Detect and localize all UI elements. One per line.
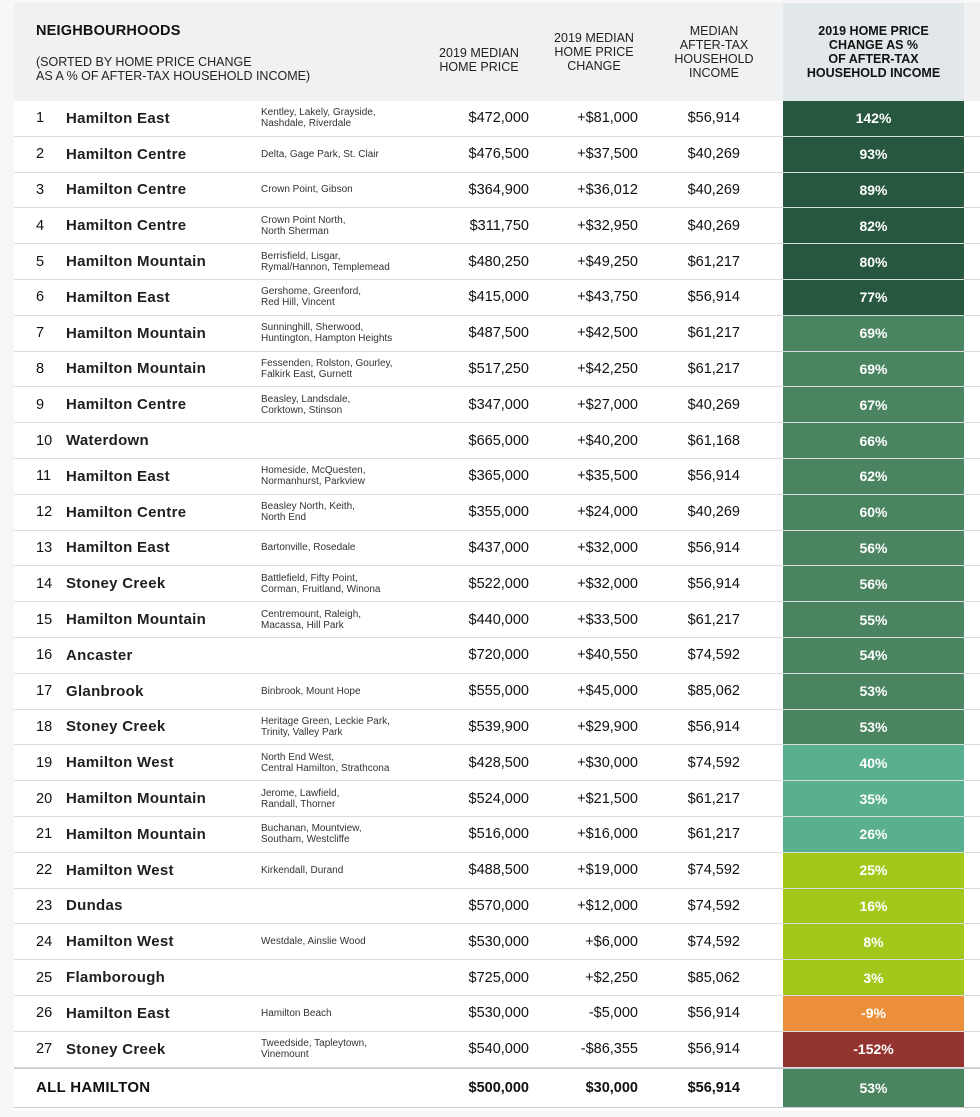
neighbourhoods-line: Westdale, Ainslie Wood — [261, 936, 366, 948]
subtitle-line: AS A % OF AFTER-TAX HOUSEHOLD INCOME) — [36, 69, 311, 83]
rank-cell: 22 — [36, 862, 53, 879]
after-tax-income-cell: $74,592 — [687, 862, 740, 879]
rank-cell: 24 — [36, 933, 53, 950]
after-tax-income-cell: $40,269 — [687, 504, 740, 521]
header-line: MEDIAN — [689, 24, 739, 38]
after-tax-income-cell: $74,592 — [687, 897, 740, 914]
area-name-cell: Hamilton Centre — [66, 181, 187, 199]
neighbourhoods-line: North End — [261, 512, 307, 524]
rank-cell: 8 — [36, 360, 45, 377]
pct-of-income-cell: 66% — [783, 423, 964, 458]
header-line: OF AFTER-TAX — [828, 52, 919, 66]
table-row — [14, 459, 980, 495]
rank-cell: 9 — [36, 396, 45, 413]
rank-cell: 1 — [36, 110, 45, 127]
home-price-change-cell: +$36,012 — [577, 181, 638, 198]
pct-of-income-cell: 93% — [783, 137, 964, 172]
rank-cell: 14 — [36, 575, 53, 592]
subtitle-line: (SORTED BY HOME PRICE CHANGE — [36, 55, 252, 69]
neighbourhoods-line: Crown Point, Gibson — [261, 184, 353, 196]
pct-of-income-cell: 55% — [783, 602, 964, 637]
neighbourhoods-line: Normanhurst, Parkview — [261, 476, 365, 488]
after-tax-income-cell: $61,217 — [687, 826, 740, 843]
rank-cell: 18 — [36, 718, 53, 735]
area-name-cell: Hamilton Mountain — [66, 253, 207, 271]
neighbourhoods-cell — [261, 674, 431, 709]
rank-cell: 19 — [36, 754, 53, 771]
neighbourhoods-line: Macassa, Hill Park — [261, 619, 344, 631]
header-line: INCOME — [689, 66, 739, 80]
area-name-cell: Hamilton West — [66, 754, 174, 772]
neighbourhoods-cell — [261, 495, 431, 530]
area-name-cell: Hamilton Mountain — [66, 324, 207, 342]
median-home-price-cell: $355,000 — [468, 504, 529, 521]
area-name-cell: Stoney Creek — [66, 718, 166, 736]
median-home-price-cell: $725,000 — [468, 969, 529, 986]
pct-of-income-cell: 80% — [783, 244, 964, 279]
header-line: AFTER-TAX — [679, 38, 749, 52]
rank-cell: 21 — [36, 826, 53, 843]
neighbourhoods-cell — [261, 745, 431, 780]
neighbourhoods-cell — [261, 387, 431, 422]
total-row — [14, 1068, 980, 1108]
column-header-home-price-change — [544, 3, 644, 101]
home-price-change-cell: +$33,500 — [577, 611, 638, 628]
neighbourhoods-line: Battlefield, Fifty Point, — [261, 572, 358, 584]
area-name-cell: Hamilton Centre — [66, 503, 187, 521]
pct-of-income-cell: 16% — [783, 889, 964, 924]
table-row — [14, 495, 980, 531]
neighbourhoods-cell — [261, 1032, 431, 1067]
after-tax-income-cell: $85,062 — [687, 969, 740, 986]
neighbourhoods-line: Beasley, Landsdale, — [261, 393, 351, 405]
rank-cell: 2 — [36, 146, 45, 163]
neighbourhoods-line: Huntington, Hampton Heights — [261, 333, 393, 345]
total-median-home-price: $500,000 — [468, 1079, 529, 1096]
table-title: NEIGHBOURHOODS — [36, 23, 181, 39]
rank-cell: 15 — [36, 611, 53, 628]
after-tax-income-cell: $56,914 — [687, 575, 740, 592]
median-home-price-cell: $347,000 — [468, 396, 529, 413]
after-tax-income-cell: $74,592 — [687, 933, 740, 950]
after-tax-income-cell: $61,168 — [687, 432, 740, 449]
header-line: HOUSEHOLD INCOME — [806, 66, 941, 80]
home-price-change-cell: +$29,900 — [577, 718, 638, 735]
area-name-cell: Flamborough — [66, 969, 166, 987]
pct-of-income-cell: 40% — [783, 745, 964, 780]
home-price-change-cell: +$27,000 — [577, 396, 638, 413]
after-tax-income-cell: $40,269 — [687, 396, 740, 413]
neighbourhoods-line: Crown Point North, — [261, 214, 346, 226]
pct-of-income-cell: 35% — [783, 781, 964, 816]
area-name-cell: Hamilton Mountain — [66, 360, 207, 378]
median-home-price-cell: $530,000 — [468, 933, 529, 950]
median-home-price-cell: $428,500 — [468, 754, 529, 771]
area-name-cell: Hamilton Centre — [66, 217, 187, 235]
area-name-cell: Stoney Creek — [66, 575, 166, 593]
home-price-change-cell: +$6,000 — [585, 933, 638, 950]
median-home-price-cell: $540,000 — [468, 1041, 529, 1058]
neighbourhoods-line: Nashdale, Riverdale — [261, 118, 352, 130]
pct-of-income-cell: 56% — [783, 531, 964, 566]
home-price-change-cell: +$19,000 — [577, 862, 638, 879]
neighbourhoods-line: Heritage Green, Leckie Park, — [261, 715, 390, 727]
pct-of-income-cell: 56% — [783, 566, 964, 601]
median-home-price-cell: $487,500 — [468, 325, 529, 342]
area-name-cell: Hamilton Centre — [66, 396, 187, 414]
neighbourhoods-line: Binbrook, Mount Hope — [261, 685, 361, 697]
header-line: HOME PRICE — [439, 60, 519, 74]
neighbourhoods-cell — [261, 101, 431, 136]
neighbourhoods-cell — [261, 638, 431, 673]
table-header — [14, 3, 980, 101]
home-price-change-cell: +$81,000 — [577, 110, 638, 127]
table-row — [14, 745, 980, 781]
rank-cell: 5 — [36, 253, 45, 270]
area-name-cell: Stoney Creek — [66, 1040, 166, 1058]
home-price-change-cell: +$40,550 — [577, 647, 638, 664]
median-home-price-cell: $365,000 — [468, 468, 529, 485]
after-tax-income-cell: $56,914 — [687, 539, 740, 556]
pct-of-income-cell: -152% — [783, 1032, 964, 1067]
median-home-price-cell: $440,000 — [468, 611, 529, 628]
area-name-cell: Hamilton Mountain — [66, 825, 207, 843]
neighbourhoods-line: Kirkendall, Durand — [261, 864, 344, 876]
area-name-cell: Hamilton Mountain — [66, 790, 207, 808]
home-price-change-cell: +$45,000 — [577, 683, 638, 700]
table-row — [14, 566, 980, 602]
column-header-price-change-pct-of-income — [783, 3, 964, 101]
neighbourhoods-line: Kentley, Lakely, Grayside, — [261, 107, 376, 119]
median-home-price-cell: $522,000 — [468, 575, 529, 592]
home-price-change-cell: -$86,355 — [580, 1041, 638, 1058]
table-row — [14, 853, 980, 889]
neighbourhoods-cell — [261, 459, 431, 494]
home-price-change-cell: +$37,500 — [577, 146, 638, 163]
rank-cell: 7 — [36, 325, 45, 342]
header-line: CHANGE AS % — [828, 38, 919, 52]
table-row — [14, 531, 980, 567]
home-price-change-cell: +$35,500 — [577, 468, 638, 485]
neighbourhoods-line: Delta, Gage Park, St. Clair — [261, 148, 379, 160]
home-price-change-cell: +$32,000 — [577, 575, 638, 592]
neighbourhoods-line: Central Hamilton, Strathcona — [261, 762, 390, 774]
after-tax-income-cell: $61,217 — [687, 253, 740, 270]
pct-of-income-cell: 53% — [783, 710, 964, 745]
neighbourhoods-line: Randall, Thorner — [261, 798, 336, 810]
rank-cell: 11 — [36, 468, 52, 485]
rank-cell: 4 — [36, 217, 45, 234]
pct-of-income-cell: 69% — [783, 316, 964, 351]
neighbourhoods-cell — [261, 853, 431, 888]
table-row — [14, 638, 980, 674]
median-home-price-cell: $530,000 — [468, 1005, 529, 1022]
area-name-cell: Ancaster — [66, 646, 133, 664]
column-header-median-home-price — [429, 3, 529, 101]
neighbourhoods-cell — [261, 208, 431, 243]
neighbourhoods-line: Buchanan, Mountview, — [261, 823, 362, 835]
area-name-cell: Hamilton Mountain — [66, 611, 207, 629]
table-row — [14, 173, 980, 209]
pct-of-income-cell: 89% — [783, 173, 964, 208]
neighbourhoods-cell — [261, 602, 431, 637]
neighbourhoods-line: Centremount, Raleigh, — [261, 608, 362, 620]
total-label: ALL HAMILTON — [36, 1079, 151, 1097]
home-price-change-cell: +$42,250 — [577, 360, 638, 377]
pct-of-income-cell: 69% — [783, 352, 964, 387]
pct-of-income-cell: 62% — [783, 459, 964, 494]
home-price-change-cell: +$32,950 — [577, 217, 638, 234]
neighbourhoods-line: North End West, — [261, 751, 335, 763]
neighbourhoods-line: Corktown, Stinson — [261, 404, 343, 416]
area-name-cell: Hamilton East — [66, 288, 170, 306]
table-row — [14, 602, 980, 638]
neighbourhoods-cell — [261, 710, 431, 745]
area-name-cell: Glanbrook — [66, 682, 144, 700]
area-name-cell: Hamilton West — [66, 861, 174, 879]
after-tax-income-cell: $61,217 — [687, 611, 740, 628]
after-tax-income-cell: $61,217 — [687, 360, 740, 377]
neighbourhoods-line: Sunninghill, Sherwood, — [261, 322, 364, 334]
median-home-price-cell: $570,000 — [468, 897, 529, 914]
table-row — [14, 889, 980, 925]
rank-cell: 23 — [36, 897, 53, 914]
home-price-change-cell: +$32,000 — [577, 539, 638, 556]
neighbourhoods-line: Rymal/Hannon, Templemead — [261, 261, 390, 273]
table-row — [14, 387, 980, 423]
after-tax-income-cell: $40,269 — [687, 181, 740, 198]
neighbourhoods-line: Red Hill, Vincent — [261, 297, 335, 309]
pct-of-income-cell: 142% — [783, 101, 964, 136]
median-home-price-cell: $472,000 — [468, 110, 529, 127]
table-row — [14, 316, 980, 352]
neighbourhoods-line: Berrisfield, Lisgar, — [261, 250, 341, 262]
rank-cell: 26 — [36, 1005, 53, 1022]
column-header-after-tax-income — [659, 3, 769, 101]
after-tax-income-cell: $56,914 — [687, 468, 740, 485]
neighbourhoods-cell — [261, 960, 431, 995]
home-price-change-cell: +$43,750 — [577, 289, 638, 306]
median-home-price-cell: $720,000 — [468, 647, 529, 664]
pct-of-income-cell: 77% — [783, 280, 964, 315]
pct-of-income-cell: 67% — [783, 387, 964, 422]
header-line: HOME PRICE — [554, 45, 634, 59]
table-row — [14, 781, 980, 817]
neighbourhoods-cell — [261, 924, 431, 959]
home-price-change-cell: +$24,000 — [577, 504, 638, 521]
area-name-cell: Hamilton East — [66, 1004, 170, 1022]
table-row — [14, 924, 980, 960]
table-row — [14, 280, 980, 316]
median-home-price-cell: $311,750 — [469, 217, 529, 234]
table-row — [14, 352, 980, 388]
area-name-cell: Hamilton East — [66, 539, 170, 557]
table-row — [14, 960, 980, 996]
rank-cell: 3 — [36, 181, 45, 198]
median-home-price-cell: $480,250 — [468, 253, 529, 270]
neighbourhoods-line: Corman, Fruitland, Winona — [261, 583, 381, 595]
neighbourhoods-line: Fessenden, Rolston, Gourley, — [261, 357, 393, 369]
table-row — [14, 244, 980, 280]
pct-of-income-cell: -9% — [783, 996, 964, 1031]
area-name-cell: Hamilton West — [66, 933, 174, 951]
neighbourhoods-line: Southam, Westcliffe — [261, 834, 350, 846]
neighbourhoods-cell — [261, 316, 431, 351]
header-line: 2019 MEDIAN — [554, 31, 634, 45]
median-home-price-cell: $516,000 — [468, 826, 529, 843]
area-name-cell: Hamilton East — [66, 467, 170, 485]
table-row — [14, 423, 980, 459]
total-after-tax-income: $56,914 — [687, 1079, 740, 1096]
neighbourhoods-cell — [261, 817, 431, 852]
rank-cell: 25 — [36, 969, 53, 986]
neighbourhoods-line: Homeside, McQuesten, — [261, 465, 366, 477]
median-home-price-cell: $524,000 — [468, 790, 529, 807]
neighbourhoods-cell — [261, 889, 431, 924]
table-row — [14, 817, 980, 853]
table-row — [14, 710, 980, 746]
home-price-change-cell: +$16,000 — [577, 826, 638, 843]
median-home-price-cell: $364,900 — [468, 181, 529, 198]
after-tax-income-cell: $61,217 — [687, 325, 740, 342]
pct-of-income-cell: 60% — [783, 495, 964, 530]
table-row — [14, 208, 980, 244]
neighbourhoods-cell — [261, 566, 431, 601]
median-home-price-cell: $437,000 — [468, 539, 529, 556]
rank-cell: 20 — [36, 790, 53, 807]
after-tax-income-cell: $74,592 — [687, 647, 740, 664]
neighbourhoods-cell — [261, 531, 431, 566]
neighbourhoods-cell — [261, 280, 431, 315]
neighbourhoods-line: Hamilton Beach — [261, 1007, 332, 1019]
rank-cell: 6 — [36, 289, 45, 306]
rank-cell: 13 — [36, 539, 53, 556]
total-pct-of-income: 53% — [783, 1069, 964, 1107]
neighbourhoods-cell — [261, 137, 431, 172]
home-price-change-cell: +$40,200 — [577, 432, 638, 449]
header-line: CHANGE — [567, 59, 621, 73]
neighbourhoods-line: Trinity, Valley Park — [261, 726, 343, 738]
table-body — [14, 101, 980, 1068]
home-price-change-cell: +$21,500 — [577, 790, 638, 807]
area-name-cell: Hamilton Centre — [66, 145, 187, 163]
rank-cell: 16 — [36, 647, 53, 664]
after-tax-income-cell: $61,217 — [687, 790, 740, 807]
neighbourhoods-cell — [261, 781, 431, 816]
pct-of-income-cell: 53% — [783, 674, 964, 709]
table-row — [14, 674, 980, 710]
home-price-change-cell: +$12,000 — [577, 897, 638, 914]
header-line: HOUSEHOLD — [674, 52, 754, 66]
table-row — [14, 137, 980, 173]
after-tax-income-cell: $40,269 — [687, 217, 740, 234]
after-tax-income-cell: $56,914 — [687, 1041, 740, 1058]
rank-cell: 27 — [36, 1041, 53, 1058]
neighbourhoods-line: Jerome, Lawfield, — [261, 787, 340, 799]
after-tax-income-cell: $40,269 — [687, 146, 740, 163]
home-price-change-cell: +$42,500 — [577, 325, 638, 342]
neighbourhoods-cell — [261, 996, 431, 1031]
rank-cell: 10 — [36, 432, 53, 449]
pct-of-income-cell: 3% — [783, 960, 964, 995]
rank-cell: 12 — [36, 504, 53, 521]
home-price-change-cell: +$2,250 — [585, 969, 638, 986]
pct-of-income-cell: 25% — [783, 853, 964, 888]
neighbourhoods-line: Falkirk East, Gurnett — [261, 368, 353, 380]
total-home-price-change: $30,000 — [585, 1079, 638, 1096]
after-tax-income-cell: $56,914 — [687, 110, 740, 127]
neighbourhoods-line: Bartonville, Rosedale — [261, 542, 356, 554]
neighbourhood-table — [14, 3, 980, 1111]
rank-cell: 17 — [36, 683, 53, 700]
pct-of-income-cell: 26% — [783, 817, 964, 852]
pct-of-income-cell: 54% — [783, 638, 964, 673]
after-tax-income-cell: $56,914 — [687, 289, 740, 306]
neighbourhoods-line: Beasley North, Keith, — [261, 501, 355, 513]
home-price-change-cell: -$5,000 — [588, 1005, 638, 1022]
area-name-cell: Hamilton East — [66, 109, 170, 127]
table-row — [14, 1032, 980, 1068]
median-home-price-cell: $665,000 — [468, 432, 529, 449]
neighbourhoods-cell — [261, 173, 431, 208]
median-home-price-cell: $539,900 — [468, 718, 529, 735]
home-price-change-cell: +$49,250 — [577, 253, 638, 270]
after-tax-income-cell: $85,062 — [687, 683, 740, 700]
after-tax-income-cell: $74,592 — [687, 754, 740, 771]
table-row — [14, 996, 980, 1032]
area-name-cell: Waterdown — [66, 432, 149, 450]
table-row — [14, 101, 980, 137]
header-line: 2019 MEDIAN — [439, 46, 519, 60]
neighbourhoods-line: North Sherman — [261, 225, 329, 237]
home-price-change-cell: +$30,000 — [577, 754, 638, 771]
neighbourhoods-cell — [261, 352, 431, 387]
median-home-price-cell: $415,000 — [468, 289, 529, 306]
median-home-price-cell: $488,500 — [468, 862, 529, 879]
after-tax-income-cell: $56,914 — [687, 1005, 740, 1022]
median-home-price-cell: $517,250 — [468, 360, 529, 377]
pct-of-income-cell: 8% — [783, 924, 964, 959]
neighbourhoods-cell — [261, 423, 431, 458]
area-name-cell: Dundas — [66, 897, 123, 915]
table-subtitle — [36, 55, 366, 83]
header-line: 2019 HOME PRICE — [818, 24, 929, 38]
neighbourhoods-line: Gershome, Greenford, — [261, 286, 362, 298]
after-tax-income-cell: $56,914 — [687, 718, 740, 735]
neighbourhoods-line: Vinemount — [261, 1049, 309, 1061]
neighbourhoods-cell — [261, 244, 431, 279]
neighbourhoods-line: Tweedside, Tapleytown, — [261, 1038, 367, 1050]
median-home-price-cell: $555,000 — [468, 683, 529, 700]
pct-of-income-cell: 82% — [783, 208, 964, 243]
median-home-price-cell: $476,500 — [468, 146, 529, 163]
